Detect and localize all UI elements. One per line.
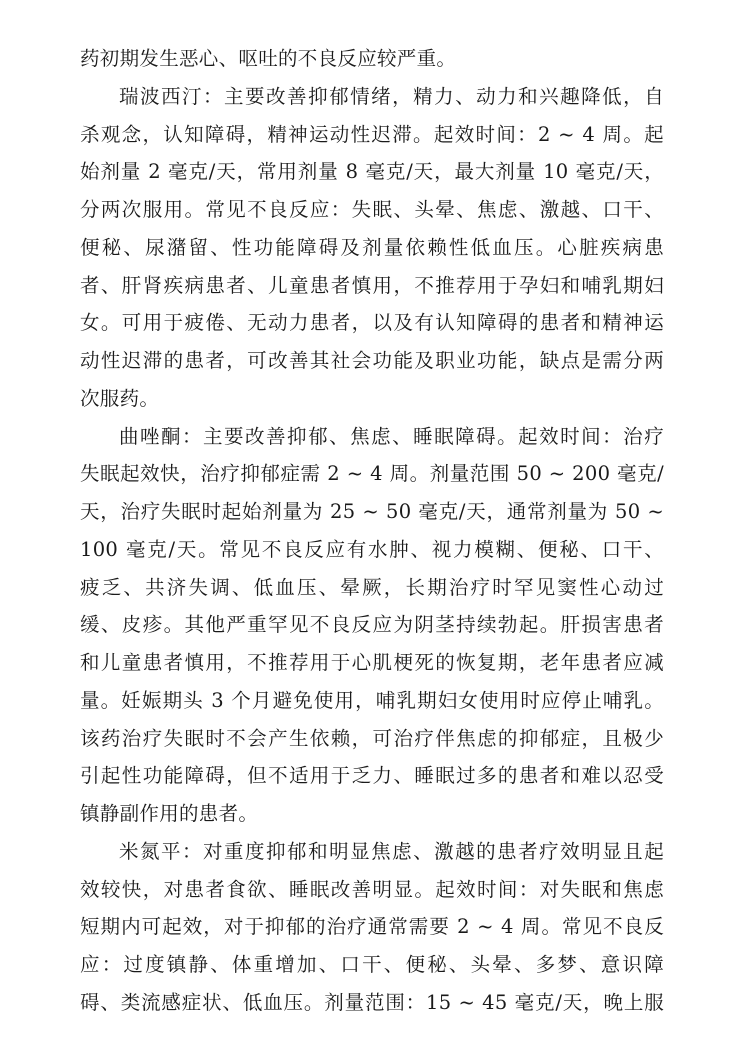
- text-line: 碍、类流感症状、低血压。剂量范围：15 ~ 45 毫克/天，晚上服: [80, 990, 664, 1014]
- text-line: 者、肝肾疾病患者、儿童患者慎用，不推荐用于孕妇和哺乳期妇: [80, 273, 664, 297]
- text-line: 杀观念，认知障碍，精神运动性迟滞。起效时间：2 ~ 4 周。起: [80, 122, 664, 146]
- text-line: 短期内可起效，对于抑郁的治疗通常需要 2 ~ 4 周。常见不良反: [80, 915, 664, 939]
- text-line: 缓、皮疹。其他严重罕见不良反应为阴茎持续勃起。肝损害患者: [80, 613, 664, 637]
- text-line: 天，治疗失眠时起始剂量为 25 ~ 50 毫克/天，通常剂量为 50 ~: [80, 500, 664, 523]
- text-line: 动性迟滞的患者，可改善其社会功能及职业功能，缺点是需分两: [80, 349, 664, 372]
- body-text: [80, 40, 664, 1022]
- text-line: 效较快，对患者食欲、睡眠改善明显。起效时间：对失眠和焦虑: [80, 877, 664, 901]
- text-line: 100 毫克/天。常见不良反应有水肿、视力模糊、便秘、口干、: [80, 537, 664, 561]
- text-line: 量。妊娠期头 3 个月避免使用，哺乳期妇女使用时应停止哺乳。: [80, 688, 664, 712]
- text-line: 始剂量 2 毫克/天，常用剂量 8 毫克/天，最大剂量 10 毫克/天，: [80, 160, 664, 184]
- text-line: 女。可用于疲倦、无动力患者，以及有认知障碍的患者和精神运: [80, 311, 664, 335]
- text-line: 和儿童患者慎用，不推荐用于心肌梗死的恢复期，老年患者应减: [80, 651, 664, 674]
- text-line: 分两次服用。常见不良反应：失眠、头晕、焦虑、激越、口干、: [80, 198, 664, 221]
- paragraph-first-line: 米氮平：对重度抑郁和明显焦虑、激越的患者疗效明显且起: [119, 839, 664, 863]
- text-line: 失眠起效快，治疗抑郁症需 2 ~ 4 周。剂量范围 50 ~ 200 毫克/: [80, 462, 664, 486]
- text-line: 引起性功能障碍，但不适用于乏力、睡眠过多的患者和难以忍受: [80, 764, 664, 788]
- text-line: 疲乏、共济失调、低血压、晕厥，长期治疗时罕见窦性心动过: [80, 575, 664, 599]
- paragraph-first-line: 瑞波西汀：主要改善抑郁情绪，精力、动力和兴趣降低，自: [119, 84, 664, 108]
- text-line: 药初期发生恶心、呕吐的不良反应较严重。: [80, 47, 457, 70]
- text-line: 次服药。: [80, 386, 160, 410]
- paragraph-first-line: 曲唑酮：主要改善抑郁、焦虑、睡眠障碍。起效时间：治疗: [119, 424, 664, 448]
- text-line: 镇静副作用的患者。: [80, 802, 259, 825]
- text-line: 应：过度镇静、体重增加、口干、便秘、头晕、多梦、意识障: [80, 953, 664, 976]
- text-line: 便秘、尿潴留、性功能障碍及剂量依赖性低血压。心脏疾病患: [80, 235, 664, 259]
- text-line: 该药治疗失眠时不会产生依赖，可治疗伴焦虑的抑郁症，且极少: [80, 726, 664, 750]
